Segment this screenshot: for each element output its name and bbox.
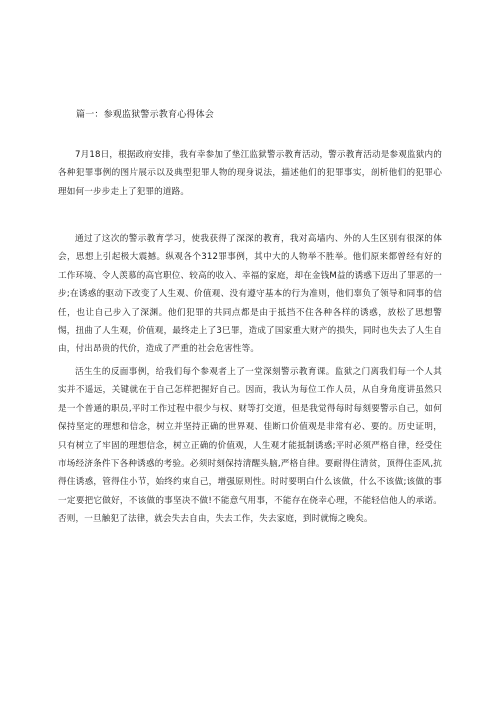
paragraph-1: 7月18日，根据政府安排，我有幸参加了垫江监狱警示教育活动，警示教育活动是参观监狱内的各种犯罪事例的图片展示以及典型犯罪人物的现身说法，描述他们的犯罪事实，剖析他们的犯罪心理如何一步步走上了犯罪的道路。 [58,150,442,197]
paragraph-2: 通过了这次的警示教育学习，使我获得了深深的教育，我对高墙内、外的人生区别有很深的体会，思想上引起极大震撼。纵观各个312罪事例，其中大的人物举不胜举。他们原来都曾经有好的工作环境、令人羡慕的高官职位、较高的收入、幸福的家庭，却在金钱M益的诱惑下迈出了罪恶的一步;在诱惑的驱动下改变了人生观、价值观、没有遵守基本的行为准则，他们辜负了领导和同事的信任，也让自己步入了深渊。他们犯罪的共同点都是由于抵挡不住各种各样的诱惑，放松了思想警惕，扭曲了人生观，价值观，最终走上了3巳罪，造成了国家重大财产的损失，同时也失去了人生自由，付出昂贵的代价，造成了严重的社会危害性等。 [58,234,442,355]
document-title: 篇一：参观监狱警示教育心得体会 [76,110,215,120]
paragraph-3: 活生生的反面事例，给我们每个参观者上了一堂深刻警示教育课。监狱之门离我们每一个人其实并不遥远，关键就在于自己怎样把握好自己。因而，我认为每位工作人员，从自身角度讲虽然只是一个普通的职员,平时工作过程中很少与权、财等打交道，但是我觉得每时每刻要警示自己，如何保持坚定的理想和信念，树立并坚持正确的世界观、佳断口价值观是非常有必、要的。历史证明，只有树立了牢固的理想信念，树立正确的价值观，人生观才能抵制诱惑;平时必须严格自律，经受住市场经济条件下各种诱惑的考验。必须时刻保持清醒头脑,严格自律。要耐得住清贫，顶得住歪风,抗得住诱惑，管得住小节，始终约束自己，增强原则性。时时要明白什么该做，什么不该做;该做的事一定要把它做好，不该做的事坚决不做!不能意气用事，不能存在侥幸心理，不能轻信他人的承诺。否则，一旦触犯了法律，就会失去自由，失去工作，失去家庭，到时就悔之晚矣。 [58,367,442,525]
